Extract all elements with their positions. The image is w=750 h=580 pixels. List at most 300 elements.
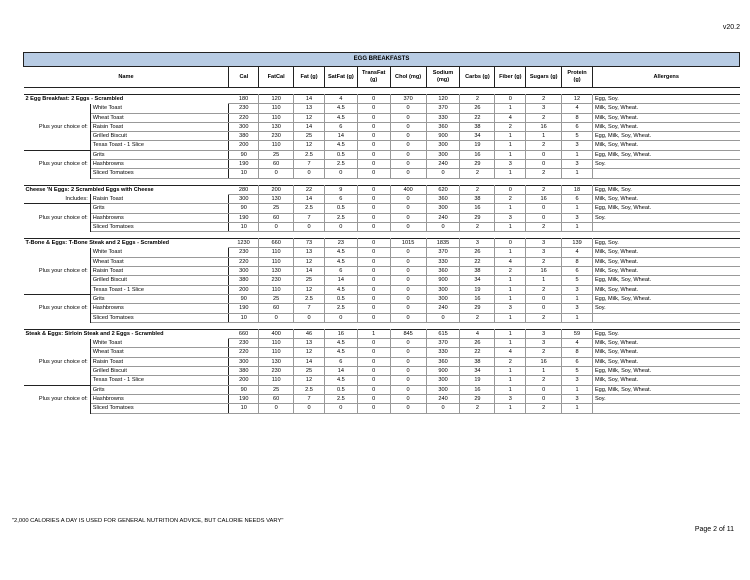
nutrient-value: 5	[562, 367, 593, 376]
allergens-cell: Soy.	[592, 394, 739, 403]
nutrient-value: 25	[294, 132, 325, 141]
table-row	[24, 150, 740, 159]
nutrient-value: 1	[495, 329, 526, 338]
nutrient-value: 1	[495, 294, 526, 303]
allergens-cell: Milk, Soy, Wheat.	[592, 348, 739, 357]
choice-prefix	[24, 339, 91, 348]
nutrient-value: 400	[259, 329, 294, 338]
nutrient-value: 110	[259, 141, 294, 150]
table-row	[24, 339, 740, 348]
nutrient-value: 0	[390, 285, 426, 294]
nutrient-value: 3	[460, 239, 495, 248]
nutrient-value: 330	[426, 348, 460, 357]
nutrient-value: 900	[426, 132, 460, 141]
nutrient-value: 6	[562, 267, 593, 276]
nutrient-value: 900	[426, 276, 460, 285]
nutrient-value: 38	[460, 357, 495, 366]
table-row	[24, 348, 740, 357]
nutrient-value: 300	[426, 385, 460, 394]
nutrient-value: 0	[390, 339, 426, 348]
section-spacer	[24, 232, 740, 239]
col-header-cal: Cal	[229, 67, 259, 88]
nutrient-value: 0	[259, 169, 294, 178]
nutrient-value: 360	[426, 357, 460, 366]
nutrient-value: 0	[390, 248, 426, 257]
spacer-cell	[24, 322, 740, 329]
nutrient-value: 0	[390, 169, 426, 178]
nutrient-value: 0.5	[324, 294, 357, 303]
nutrient-value: 360	[426, 194, 460, 203]
nutrient-value: 0	[324, 404, 357, 413]
nutrient-value: 330	[426, 113, 460, 122]
nutrient-value: 1	[562, 404, 593, 413]
nutrient-value: 2	[495, 122, 526, 131]
nutrient-value: 3	[495, 160, 526, 169]
table-row	[24, 194, 740, 203]
item-name: Wheat Toast	[90, 257, 229, 266]
nutrient-value: 0	[357, 285, 390, 294]
nutrient-value: 1	[495, 404, 526, 413]
nutrient-value: 380	[229, 132, 259, 141]
nutrient-value: 4.5	[324, 285, 357, 294]
allergens-cell: Milk, Soy, Wheat.	[592, 285, 739, 294]
choice-prefix: Plus your choice of:	[24, 213, 91, 222]
nutrient-value: 3	[562, 376, 593, 385]
nutrient-value: 60	[259, 304, 294, 313]
nutrient-value: 13	[294, 248, 325, 257]
nutrient-value: 220	[229, 113, 259, 122]
nutrient-value: 300	[229, 357, 259, 366]
col-header-protein: Protein (g)	[562, 67, 593, 88]
choice-prefix	[24, 404, 91, 413]
col-header-fatcal: FatCal	[259, 67, 294, 88]
nutrient-value: 0	[357, 132, 390, 141]
nutrient-value: 0	[426, 404, 460, 413]
calorie-disclaimer: "2,000 CALORIES A DAY IS USED FOR GENERAL NUTRITION ADVICE, BUT CALORIE NEEDS VARY"	[12, 518, 284, 524]
table-row	[24, 141, 740, 150]
nutrient-value: 12	[294, 285, 325, 294]
nutrient-value: 0	[357, 313, 390, 322]
nutrient-value: 0	[357, 122, 390, 131]
nutrient-value: 60	[259, 160, 294, 169]
nutrient-value: 6	[562, 122, 593, 131]
choice-prefix	[24, 313, 91, 322]
nutrient-value: 12	[294, 376, 325, 385]
nutrient-value: 1	[562, 385, 593, 394]
nutrient-value: 29	[460, 304, 495, 313]
nutrient-value: 2.5	[324, 160, 357, 169]
item-name: Raisin Toast	[90, 194, 229, 203]
choice-prefix	[24, 132, 91, 141]
section-spacer	[24, 322, 740, 329]
nutrient-value: 0	[357, 150, 390, 159]
nutrient-value: 110	[259, 376, 294, 385]
nutrient-value: 0	[357, 348, 390, 357]
nutrient-value: 3	[495, 394, 526, 403]
nutrient-value: 0	[357, 185, 390, 194]
item-name: Texas Toast - 1 Slice	[90, 141, 229, 150]
nutrient-value: 0	[390, 213, 426, 222]
choice-prefix: Plus your choice of:	[24, 394, 91, 403]
item-name: Raisin Toast	[90, 357, 229, 366]
nutrient-value: 10	[229, 313, 259, 322]
nutrient-value: 3	[526, 339, 562, 348]
nutrient-value: 1	[562, 222, 593, 231]
nutrient-value: 200	[259, 185, 294, 194]
item-name: Raisin Toast	[90, 122, 229, 131]
nutrient-value: 2	[460, 404, 495, 413]
item-name: Hashbrowns	[90, 160, 229, 169]
choice-prefix: Plus your choice of:	[24, 357, 91, 366]
nutrient-value: 0	[294, 169, 325, 178]
nutrient-value: 13	[294, 104, 325, 113]
nutrient-value: 0	[390, 376, 426, 385]
nutrient-value: 3	[526, 104, 562, 113]
nutrient-value: 1230	[229, 239, 259, 248]
nutrient-value: 14	[294, 194, 325, 203]
nutrient-value: 16	[526, 194, 562, 203]
nutrient-value: 230	[229, 248, 259, 257]
nutrient-value: 0	[526, 150, 562, 159]
choice-prefix: Plus your choice of:	[24, 160, 91, 169]
nutrient-value: 4.5	[324, 104, 357, 113]
item-name: Sliced Tomatoes	[90, 169, 229, 178]
item-name: Texas Toast - 1 Slice	[90, 285, 229, 294]
nutrient-value: 0	[357, 248, 390, 257]
nutrient-value: 29	[460, 394, 495, 403]
col-header-name: Name	[24, 67, 229, 88]
nutrient-value: 59	[562, 329, 593, 338]
nutrient-value: 7	[294, 394, 325, 403]
allergens-cell: Milk, Soy, Wheat.	[592, 267, 739, 276]
choice-prefix	[24, 113, 91, 122]
nutrient-value: 220	[229, 257, 259, 266]
table-row	[24, 160, 740, 169]
item-name: Grits	[90, 385, 229, 394]
nutrient-value: 1	[562, 169, 593, 178]
section-title: 2 Egg Breakfast: 2 Eggs - Scrambled	[24, 95, 229, 104]
nutrient-value: 1	[526, 132, 562, 141]
nutrient-value: 14	[324, 276, 357, 285]
nutrient-value: 16	[526, 122, 562, 131]
nutrient-value: 7	[294, 213, 325, 222]
nutrient-value: 2	[460, 313, 495, 322]
nutrient-value: 0.5	[324, 385, 357, 394]
nutrient-value: 3	[562, 394, 593, 403]
allergens-cell: Milk, Soy, Wheat.	[592, 357, 739, 366]
nutrient-value: 240	[426, 160, 460, 169]
nutrient-value: 8	[562, 348, 593, 357]
nutrient-value: 2	[526, 113, 562, 122]
nutrient-value: 2.5	[324, 304, 357, 313]
nutrient-value: 0	[390, 304, 426, 313]
nutrient-value: 1	[526, 367, 562, 376]
nutrient-value: 0	[357, 204, 390, 213]
nutrient-value: 380	[229, 367, 259, 376]
nutrient-value: 0	[357, 367, 390, 376]
nutrient-value: 38	[460, 267, 495, 276]
nutrient-value: 0	[390, 357, 426, 366]
nutrient-value: 1	[562, 313, 593, 322]
col-header-sodium: Sodium (mg)	[426, 67, 460, 88]
table-banner: EGG BREAKFASTS	[24, 53, 740, 67]
allergens-cell	[592, 222, 739, 231]
nutrient-value: 73	[294, 239, 325, 248]
nutrient-value: 5	[562, 132, 593, 141]
nutrient-value: 8	[562, 113, 593, 122]
nutrient-value: 4.5	[324, 376, 357, 385]
item-name: Texas Toast - 1 Slice	[90, 376, 229, 385]
allergens-cell: Egg, Milk, Soy, Wheat.	[592, 385, 739, 394]
nutrient-value: 4.5	[324, 257, 357, 266]
nutrient-value: 1	[495, 222, 526, 231]
choice-prefix: Plus your choice of:	[24, 304, 91, 313]
table-row	[24, 376, 740, 385]
nutrient-value: 26	[460, 248, 495, 257]
table-row	[24, 104, 740, 113]
nutrient-value: 2	[526, 141, 562, 150]
nutrient-value: 110	[259, 285, 294, 294]
nutrient-value: 1	[495, 141, 526, 150]
nutrient-value: 0	[390, 222, 426, 231]
table-row	[24, 357, 740, 366]
allergens-cell: Egg, Milk, Soy, Wheat.	[592, 367, 739, 376]
nutrient-value: 10	[229, 222, 259, 231]
nutrient-value: 1	[495, 385, 526, 394]
item-name: Grits	[90, 294, 229, 303]
nutrient-value: 120	[259, 95, 294, 104]
nutrient-value: 1015	[390, 239, 426, 248]
nutrient-value: 0	[426, 313, 460, 322]
table-row	[24, 404, 740, 413]
nutrient-value: 4	[495, 113, 526, 122]
nutrient-value: 2	[526, 376, 562, 385]
nutrient-value: 4	[495, 348, 526, 357]
nutrient-value: 90	[229, 294, 259, 303]
nutrient-value: 120	[426, 95, 460, 104]
nutrient-value: 22	[460, 113, 495, 122]
nutrient-value: 300	[229, 267, 259, 276]
nutrient-value: 300	[229, 122, 259, 131]
nutrient-value: 1	[495, 276, 526, 285]
nutrient-value: 0	[526, 160, 562, 169]
nutrient-value: 1	[495, 376, 526, 385]
nutrient-value: 7	[294, 160, 325, 169]
nutrient-value: 200	[229, 285, 259, 294]
table-row	[24, 285, 740, 294]
item-name: Wheat Toast	[90, 113, 229, 122]
nutrient-value: 2	[495, 267, 526, 276]
nutrient-value: 370	[426, 104, 460, 113]
nutrient-value: 0.5	[324, 150, 357, 159]
nutrient-value: 0	[390, 104, 426, 113]
nutrient-value: 660	[259, 239, 294, 248]
nutrient-value: 0	[390, 404, 426, 413]
nutrient-value: 0	[357, 257, 390, 266]
choice-prefix	[24, 204, 91, 213]
nutrient-value: 0	[526, 385, 562, 394]
allergens-cell: Milk, Soy, Wheat.	[592, 257, 739, 266]
nutrient-value: 190	[229, 304, 259, 313]
allergens-cell: Milk, Soy, Wheat.	[592, 113, 739, 122]
nutrient-value: 26	[460, 339, 495, 348]
section-title: Cheese 'N Eggs: 2 Scrambled Eggs with Cheese	[24, 185, 229, 194]
allergens-cell: Milk, Soy, Wheat.	[592, 122, 739, 131]
choice-prefix	[24, 348, 91, 357]
nutrient-value: 110	[259, 113, 294, 122]
nutrient-value: 13	[294, 339, 325, 348]
spacer-cell	[24, 88, 740, 95]
table-row	[24, 204, 740, 213]
nutrient-value: 0	[390, 160, 426, 169]
nutrient-value: 1	[357, 329, 390, 338]
item-name: Grilled Biscuit	[90, 367, 229, 376]
choice-prefix	[24, 367, 91, 376]
nutrient-value: 1	[562, 294, 593, 303]
choice-prefix	[24, 376, 91, 385]
nutrient-value: 110	[259, 339, 294, 348]
nutrient-value: 0	[390, 204, 426, 213]
choice-prefix	[24, 385, 91, 394]
nutrient-value: 0	[390, 348, 426, 357]
nutrient-value: 2.5	[294, 150, 325, 159]
nutrient-value: 0	[324, 222, 357, 231]
nutrient-value: 370	[426, 248, 460, 257]
nutrient-value: 38	[460, 122, 495, 131]
nutrient-value: 1	[495, 367, 526, 376]
nutrient-value: 29	[460, 160, 495, 169]
nutrient-value: 0	[526, 304, 562, 313]
allergens-cell	[592, 313, 739, 322]
nutrient-value: 19	[460, 285, 495, 294]
nutrient-value: 130	[259, 194, 294, 203]
nutrient-value: 2	[460, 169, 495, 178]
table-row	[24, 222, 740, 231]
nutrient-value: 1	[526, 276, 562, 285]
nutrient-value: 4	[562, 104, 593, 113]
nutrient-value: 12	[294, 141, 325, 150]
choice-prefix	[24, 104, 91, 113]
nutrient-value: 2	[526, 404, 562, 413]
nutrient-value: 2	[526, 169, 562, 178]
nutrient-value: 34	[460, 132, 495, 141]
allergens-cell: Soy.	[592, 160, 739, 169]
nutrient-value: 200	[229, 141, 259, 150]
nutrient-value: 4	[324, 95, 357, 104]
col-header-fat: Fat (g)	[294, 67, 325, 88]
nutrient-value: 22	[460, 348, 495, 357]
nutrient-value: 2	[526, 95, 562, 104]
version-label: v20.2	[722, 24, 740, 31]
nutrient-value: 16	[460, 150, 495, 159]
nutrient-value: 5	[562, 276, 593, 285]
nutrient-value: 230	[229, 339, 259, 348]
nutrient-value: 4.5	[324, 348, 357, 357]
nutrient-value: 0	[390, 267, 426, 276]
allergens-cell: Milk, Soy, Wheat.	[592, 104, 739, 113]
nutrient-value: 6	[324, 122, 357, 131]
table-row	[24, 132, 740, 141]
nutrient-value: 3	[526, 239, 562, 248]
nutrient-value: 0	[357, 222, 390, 231]
nutrient-value: 25	[294, 276, 325, 285]
allergens-cell	[592, 404, 739, 413]
nutrient-value: 0	[357, 276, 390, 285]
nutrient-value: 0	[495, 239, 526, 248]
nutrient-value: 2.5	[294, 294, 325, 303]
allergens-cell: Egg, Milk, Soy.	[592, 185, 739, 194]
section-title-row	[24, 95, 740, 104]
nutrient-value: 3	[562, 213, 593, 222]
item-name: Hashbrowns	[90, 394, 229, 403]
nutrient-value: 330	[426, 257, 460, 266]
nutrient-value: 14	[324, 367, 357, 376]
nutrient-value: 2	[526, 313, 562, 322]
nutrient-value: 0	[390, 294, 426, 303]
table-row	[24, 276, 740, 285]
choice-prefix	[24, 248, 91, 257]
nutrient-value: 360	[426, 267, 460, 276]
nutrient-value: 0	[357, 339, 390, 348]
nutrient-value: 2	[526, 185, 562, 194]
nutrient-value: 3	[562, 304, 593, 313]
nutrient-value: 90	[229, 204, 259, 213]
nutrient-value: 2.5	[294, 385, 325, 394]
nutrient-value: 2.5	[324, 394, 357, 403]
spacer-cell	[24, 232, 740, 239]
nutrient-value: 230	[259, 367, 294, 376]
allergens-cell: Milk, Soy, Wheat.	[592, 248, 739, 257]
nutrient-value: 0	[526, 213, 562, 222]
nutrient-value: 4	[562, 248, 593, 257]
nutrient-value: 14	[294, 95, 325, 104]
section-title-row	[24, 185, 740, 194]
nutrient-value: 110	[259, 104, 294, 113]
nutrient-value: 130	[259, 122, 294, 131]
allergens-cell: Egg, Milk, Soy, Wheat.	[592, 276, 739, 285]
nutrient-value: 110	[259, 248, 294, 257]
nutrient-value: 180	[229, 95, 259, 104]
nutrient-value: 4	[460, 329, 495, 338]
nutrient-value: 230	[259, 132, 294, 141]
nutrient-value: 25	[259, 294, 294, 303]
nutrient-value: 0	[390, 385, 426, 394]
nutrient-value: 6	[562, 194, 593, 203]
nutrient-value: 200	[229, 376, 259, 385]
nutrient-value: 16	[460, 294, 495, 303]
nutrient-value: 22	[460, 257, 495, 266]
nutrient-value: 10	[229, 404, 259, 413]
item-name: White Toast	[90, 248, 229, 257]
nutrient-value: 0	[526, 394, 562, 403]
nutrient-value: 0	[357, 104, 390, 113]
nutrient-value: 370	[390, 95, 426, 104]
nutrient-value: 230	[229, 104, 259, 113]
nutrient-value: 300	[229, 194, 259, 203]
choice-prefix	[24, 141, 91, 150]
header-row	[24, 67, 740, 88]
nutrient-value: 18	[562, 185, 593, 194]
col-header-allergens: Allergens	[592, 67, 739, 88]
table-row	[24, 394, 740, 403]
table-row	[24, 169, 740, 178]
choice-prefix	[24, 222, 91, 231]
table-row	[24, 248, 740, 257]
allergens-cell: Egg, Milk, Soy, Wheat.	[592, 294, 739, 303]
table-row	[24, 294, 740, 303]
allergens-cell: Soy.	[592, 304, 739, 313]
nutrient-value: 6	[324, 194, 357, 203]
